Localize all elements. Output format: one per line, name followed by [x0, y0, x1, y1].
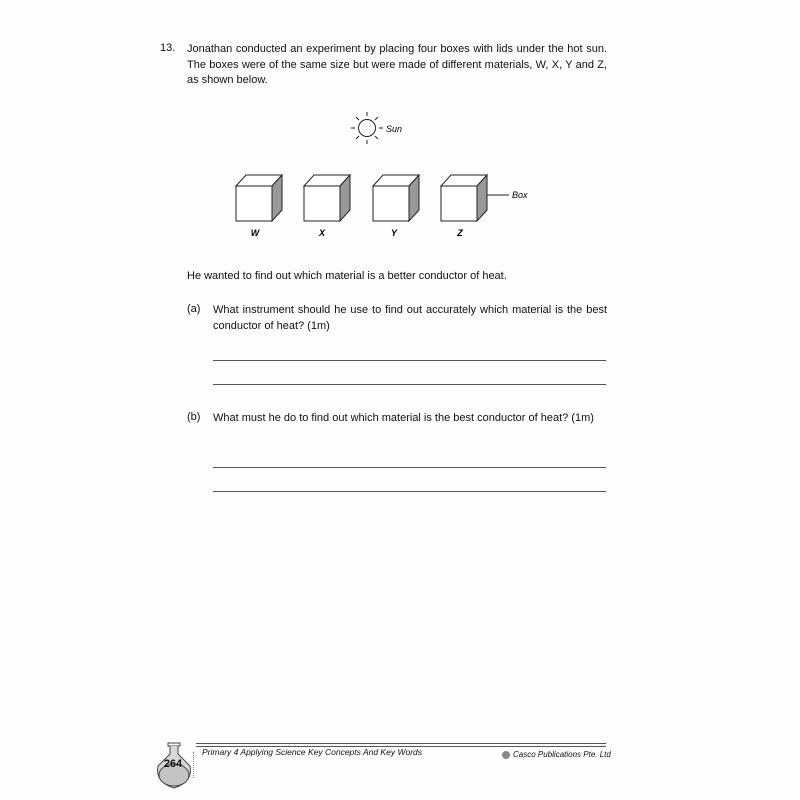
- sun-label: Sun: [386, 124, 403, 134]
- sun-icon: [351, 112, 383, 144]
- question-stem: Jonathan conducted an experiment by placing four boxes with lids under the hot sun. The boxes were of the same size but were made of different materials, W, X, Y and Z, as shown below.: [187, 43, 607, 86]
- box-label-y: Y: [390, 228, 398, 238]
- box-y: [373, 175, 419, 221]
- part-a-text: What instrument should he use to find out accurately which material is the best conductor of heat? (1m): [213, 304, 607, 332]
- part-b-answer-line-2[interactable]: [213, 491, 606, 492]
- box-label-x: X: [318, 228, 326, 238]
- footer-publisher: [502, 750, 611, 759]
- experiment-diagram: [220, 105, 540, 250]
- boxes-under-sun-illustration: [220, 105, 540, 250]
- box-x: [304, 175, 350, 221]
- part-b-answer-line-1[interactable]: [213, 467, 606, 468]
- footer-book-title: Primary 4 Applying Science Key Concepts And Key Words: [202, 747, 422, 757]
- part-b-label: (b): [187, 411, 201, 423]
- part-a-answer-line-1[interactable]: [213, 360, 606, 361]
- box-label-z: Z: [457, 228, 463, 238]
- question-intro: He wanted to find out which material is a better conductor of heat.: [187, 270, 507, 282]
- box-label: Box: [512, 190, 528, 200]
- part-b-text: What must he do to find out which material is the best conductor of heat? (1m): [213, 412, 594, 424]
- box-label-w: W: [250, 228, 260, 238]
- publisher-name: Casco Publications Pte. Ltd: [513, 750, 611, 759]
- part-a-label: (a): [187, 303, 201, 315]
- box-z: [441, 175, 487, 221]
- box-w: [236, 175, 282, 221]
- publisher-logo-icon: [502, 751, 510, 759]
- part-a-answer-line-2[interactable]: [213, 384, 606, 385]
- page-number: 264: [163, 758, 183, 770]
- question-number: 13.: [160, 42, 176, 54]
